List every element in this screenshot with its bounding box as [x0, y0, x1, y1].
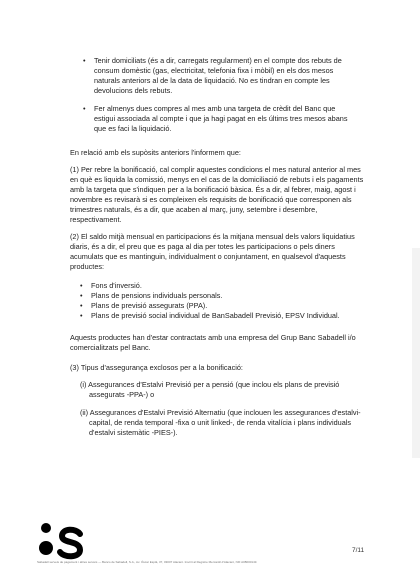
product-text: Plans de pensions individuals personals. — [91, 291, 223, 300]
bullet-icon: • — [80, 311, 83, 320]
bullet-icon: • — [80, 281, 83, 290]
bullet-icon: • — [80, 301, 83, 310]
excluded-insurance-list — [80, 380, 370, 446]
list-item — [83, 56, 358, 96]
products-list — [80, 281, 370, 321]
list-item: (ii) Assegurances d'Estalvi Previsió Alternatiu (que inclouen les assegurances d'estalvi-capital, de renda temporal -fixa o unit linked-, de renda vitalícia i plans individuals d'estalvi sistemàtic -PIES-). — [80, 408, 361, 437]
product-text: Fons d'inversió. — [91, 281, 142, 290]
note-1-paragraph: (1) Per rebre la bonificació, cal complir aquestes condicions el mes natural anterior al mes en què es liquida la comissió, menys en el cas de la domiciliació de rebuts i els pagaments amb la targeta que s'indiquen per a la bonificació bàsica. És a dir, al febrer, maig, agost i novembre es revisarà si es compleixen els requisits de bonificació que corresponen als trimestres naturals, és a dir, que acaben al març, juny, setembre i desembre, respectivament. — [70, 165, 364, 224]
page-number: 7/11 — [352, 547, 365, 554]
intro-paragraph: En relació amb els supòsits anteriors l'informem que: — [70, 148, 241, 157]
bullet-icon: • — [80, 291, 83, 300]
product-text: Plans de previsió assegurats (PPA). — [91, 301, 208, 310]
bullet-text: Fer almenys dues compres al mes amb una targeta de crèdit del Banc que estigui associada al compte i que ja hagi pagat en els últims tres mesos abans que es faci la liquidació. — [94, 104, 348, 133]
note-3-paragraph: (3) Tipus d'assegurança exclosos per a la bonificació: — [70, 363, 243, 372]
product-text: Plans de previsió social individual de BanSabadell Previsió, EPSV Individual. — [91, 311, 340, 320]
note-2-paragraph: (2) El saldo mitjà mensual en participacions és la mitjana mensual dels valors liquidatius diaris, és a dir, el preu que es paga al dia per totes les participacions o pels diners acumulats que es mantinguin, individualment o conjuntament, en qualsevol d'aquests productes: — [70, 232, 355, 271]
contract-note-paragraph: Aquests productes han d'estar contractats amb una empresa del Grup Banc Sabadell i/o comercialitzats pel Banc. — [70, 333, 356, 352]
list-item — [83, 104, 358, 134]
list-item — [80, 291, 370, 301]
bullet-icon: • — [83, 104, 86, 113]
list-item — [80, 301, 370, 311]
list-item: (i) Assegurances d'Estalvi Previsió per a pensió (que inclou els plans de previsió assegurats -PPA-) o — [80, 380, 340, 399]
bullet-icon: • — [83, 56, 86, 65]
scrollbar-track[interactable] — [412, 248, 420, 458]
legal-footer: Sabadell serveis de pagament i altres serveis — Banco de Sabadell, S.A., Av. Óscar Esplá, 37, 03007 Alacant. Inscrit al Registre Mercantil d'Alacant, NIF A08000143. — [37, 560, 258, 564]
list-item — [80, 311, 370, 321]
bullet-text: Tenir domiciliats (és a dir, carregats regularment) en el compte dos rebuts de consum domèstic (gas, electricitat, telefonia fixa i mòbil) en els dos mesos naturals anteriors al de la data de liquidació. No es tindran en compte les devolucions dels rebuts. — [94, 56, 342, 95]
requirements-bullet-list — [83, 56, 358, 142]
list-item — [80, 281, 370, 291]
banc-sabadell-logo — [38, 520, 86, 560]
